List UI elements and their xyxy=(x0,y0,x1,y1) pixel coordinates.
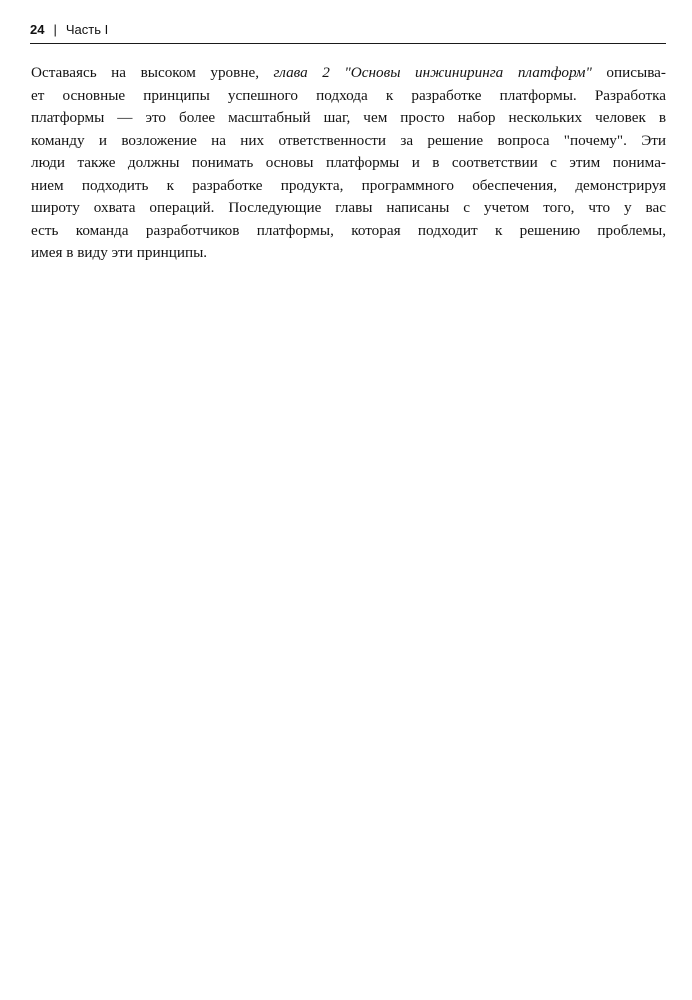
paragraph-line-7: широту охвата операций. Последующие главы написаны с учетом того, что у вас xyxy=(31,199,666,216)
paragraph-line-2: ет основные принципы успешного подхода к разработке платформы. Разработка xyxy=(31,86,666,104)
running-header xyxy=(30,21,666,44)
line-1-text-after: описыва- xyxy=(591,64,666,81)
chapter-reference: глава 2 "Основы инжиниринга платформ" xyxy=(273,64,592,81)
body-paragraph xyxy=(31,62,666,265)
line-1-text-before: Оставаясь на высоком уровне, xyxy=(31,64,274,81)
page-number: 24 xyxy=(30,22,45,37)
header-separator: | xyxy=(53,22,57,37)
paragraph-line-4: команду и возложение на них ответственности за решение вопроса "почему". Эти xyxy=(31,131,666,149)
paragraph-line-5: люди также должны понимать основы платформы и в соответствии с этим понима- xyxy=(31,154,666,171)
paragraph-line-8: есть команда разработчиков платформы, которая подходит к решению проблемы, xyxy=(31,221,666,239)
part-title: Часть I xyxy=(65,22,109,37)
paragraph-line-1 xyxy=(31,62,666,85)
paragraph-line-3: платформы — это более масштабный шаг, чем просто набор нескольких человек в xyxy=(31,109,666,126)
paragraph-line-6: нием подходить к разработке продукта, программного обеспечения, демонстрируя xyxy=(31,176,666,194)
paragraph-line-9: имея в виду эти принципы. xyxy=(31,244,208,261)
